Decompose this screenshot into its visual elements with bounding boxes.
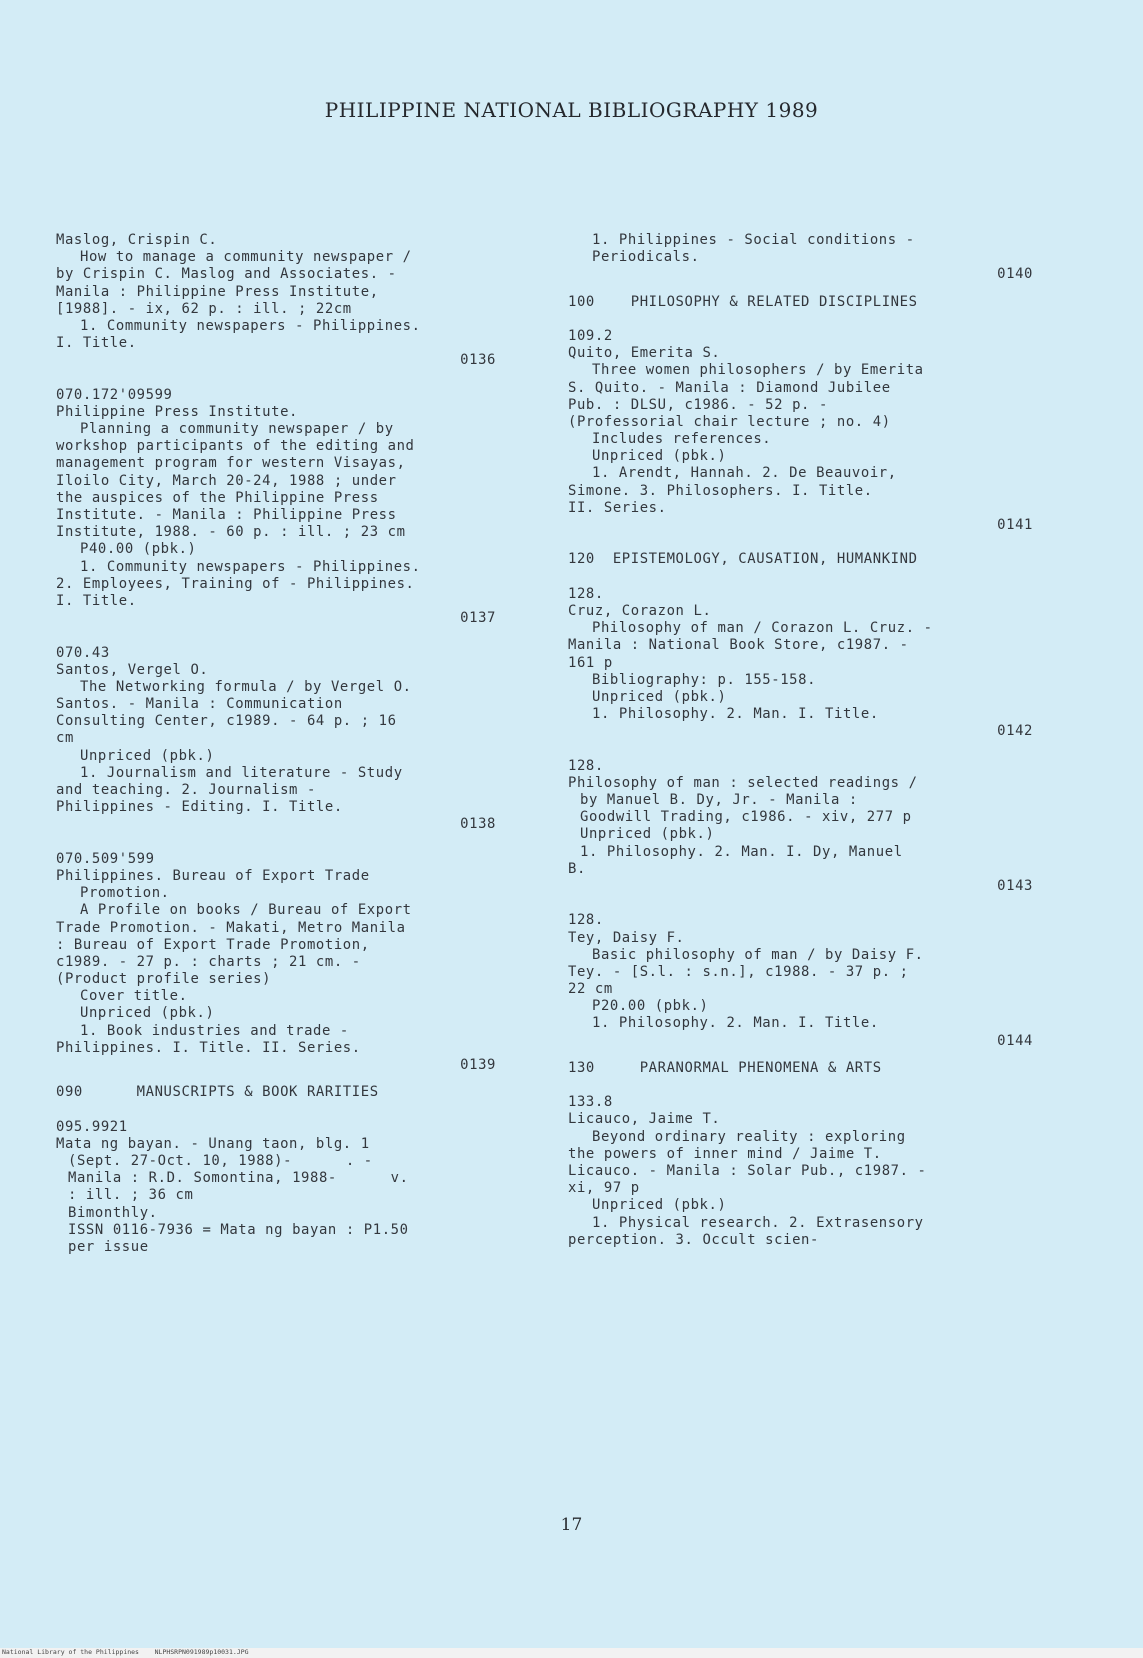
entry-line: Unpriced (pbk.): [592, 448, 727, 465]
entry-line: 1. Book industries and trade -: [80, 1022, 349, 1039]
entry-line: Simone. 3. Philosophers. I. Title.: [568, 482, 873, 499]
spacer: [56, 1101, 496, 1118]
entry-line: Santos. - Manila : Communication: [56, 696, 343, 713]
entry-line: Maslog, Crispin C.: [56, 232, 218, 248]
entry-line: Manila : Philippine Press Institute,: [56, 283, 379, 300]
entry-line: Promotion.: [80, 885, 170, 902]
entry-line: Unpriced (pbk.): [80, 747, 215, 764]
entry-line: and teaching. 2. Journalism -: [56, 782, 316, 798]
entry-line: Philosophy of man : selected readings /: [568, 774, 918, 791]
spacer: [56, 627, 496, 644]
entry-line: 128.: [568, 912, 604, 929]
right-column: [568, 232, 1033, 1249]
entry-number: 0138: [460, 816, 496, 833]
entry-line: Bibliography: p. 155-158.: [592, 671, 817, 688]
entry-line: 070.172'09599: [56, 386, 173, 403]
entry-line: Cover title.: [80, 988, 188, 1005]
entry-line: by Crispin C. Maslog and Associates. -: [56, 266, 397, 283]
entry-number: 0137: [460, 610, 496, 627]
entry-line: 095.9921: [56, 1118, 128, 1135]
page-title: PHILIPPINE NATIONAL BIBLIOGRAPHY 1989: [324, 98, 819, 122]
entry-line: Institute. - Manila : Philippine Press: [56, 507, 397, 523]
entry-line: 090 MANUSCRIPTS & BOOK RARITIES: [56, 1084, 379, 1101]
entry-line: Unpriced (pbk.): [580, 826, 715, 843]
entry-line: S. Quito. - Manila : Diamond Jubilee: [568, 379, 891, 396]
entry-line: Quito, Emerita S.: [568, 345, 721, 362]
entry-line: Tey, Daisy F.: [568, 929, 685, 946]
entry-line: 1. Philosophy. 2. Man. I. Dy, Manuel: [580, 843, 903, 860]
entry-line: the powers of inner mind / Jaime T.: [568, 1145, 882, 1162]
entry-line: How to manage a community newspaper /: [80, 249, 412, 266]
entry-line: 1. Community newspapers - Philippines.: [80, 558, 421, 575]
entry-line: 128.: [568, 757, 604, 774]
entry-line: Beyond ordinary reality : exploring: [592, 1128, 906, 1145]
entry-line: 070.43: [56, 644, 110, 661]
entry-line: Planning a community newspaper / by: [80, 421, 394, 438]
spacer: [56, 370, 496, 387]
entry-line: Institute, 1988. - 60 p. : ill. ; 23 cm: [56, 524, 406, 541]
page-number: 17: [560, 1515, 583, 1535]
entry-line: Unpriced (pbk.): [80, 1005, 215, 1022]
entry-line: I. Title.: [56, 335, 137, 352]
entry-line: 1. Community newspapers - Philippines.: [80, 317, 421, 334]
entry-line: 100 PHILOSOPHY & RELATED DISCIPLINES: [568, 293, 918, 310]
entry-line: Tey. - [S.l. : s.n.], c1988. - 37 p. ;: [568, 963, 909, 980]
spacer: [56, 834, 496, 851]
entry-line: Licauco, Jaime T.: [568, 1111, 721, 1128]
entry-line: Pub. : DLSU, c1986. - 52 p. -: [568, 396, 828, 413]
entry-line: 161 p: [568, 654, 613, 671]
entry-line: Philippines. I. Title. II. Series.: [56, 1039, 361, 1056]
spacer: [568, 740, 1033, 757]
entry-line: Manila : National Book Store, c1987. -: [568, 637, 909, 654]
entry-line: 120 EPISTEMOLOGY, CAUSATION, HUMANKIND: [568, 551, 918, 568]
entry-line: the auspices of the Philippine Press: [56, 489, 379, 506]
entry-line: Periodicals.: [592, 249, 700, 266]
entry-line: Philippines - Editing. I. Title.: [56, 799, 343, 816]
entry-number: 0141: [997, 517, 1033, 533]
entry-line: Three women philosophers / by Emerita: [592, 362, 924, 379]
entry-line: Cruz, Corazon L.: [568, 602, 712, 619]
entry-number: 0144: [997, 1032, 1033, 1049]
spacer: [56, 1074, 496, 1084]
entry-line: per issue: [68, 1238, 149, 1255]
entry-line: management program for western Visayas,: [56, 455, 406, 472]
entry-line: 070.509'599: [56, 850, 155, 867]
entry-line: Unpriced (pbk.): [592, 1197, 727, 1214]
entry-line: ISSN 0116-7936 = Mata ng bayan : P1.50: [68, 1221, 409, 1238]
entry-line: : Bureau of Export Trade Promotion,: [56, 936, 370, 953]
entry-line: B.: [568, 860, 586, 877]
entry-line: Trade Promotion. - Makati, Metro Manila: [56, 919, 406, 936]
entry-line: Philosophy of man / Corazon L. Cruz. -: [592, 620, 933, 637]
spacer: [568, 1077, 1033, 1094]
entry-line: 1. Philosophy. 2. Man. I. Title.: [592, 1015, 879, 1032]
entry-line: xi, 97 p: [568, 1180, 640, 1197]
entry-line: 133.8: [568, 1094, 613, 1111]
entry-line: A Profile on books / Bureau of Export: [80, 902, 412, 919]
entry-line: Unpriced (pbk.): [592, 688, 727, 705]
entry-line: Philippine Press Institute.: [56, 403, 298, 420]
entry-line: (Professorial chair lecture ; no. 4): [568, 413, 891, 430]
entry-line: workshop participants of the editing and: [56, 438, 415, 455]
entry-line: 1. Journalism and literature - Study: [80, 764, 403, 781]
entry-line: Iloilo City, March 20-24, 1988 ; under: [56, 472, 397, 489]
entry-line: 1. Philosophy. 2. Man. I. Title.: [592, 706, 879, 723]
entry-line: 1. Physical research. 2. Extrasensory: [592, 1214, 924, 1231]
entry-line: (Product profile series): [56, 971, 272, 988]
entry-line: P40.00 (pbk.): [80, 541, 197, 558]
entry-line: Bimonthly.: [68, 1204, 158, 1221]
entry-line: I. Title.: [56, 592, 137, 609]
entry-line: P20.00 (pbk.): [592, 998, 709, 1015]
spacer: [568, 534, 1033, 551]
entry-line: Santos, Vergel O.: [56, 661, 209, 678]
spacer: [568, 569, 1033, 586]
entry-line: II. Series.: [568, 499, 667, 516]
entry-line: cm: [56, 730, 74, 747]
spacer: [568, 311, 1033, 328]
left-column: [56, 232, 496, 1256]
entry-line: Licauco. - Manila : Solar Pub., c1987. -: [568, 1162, 927, 1179]
entry-line: 128.: [568, 585, 604, 602]
spacer: [568, 284, 1033, 294]
entry-line: : ill. ; 36 cm: [68, 1187, 194, 1204]
entry-line: c1989. - 27 p. : charts ; 21 cm. -: [56, 953, 361, 970]
entry-line: 1. Philippines - Social conditions -: [592, 232, 915, 248]
entry-line: (Sept. 27-Oct. 10, 1988)- . -: [68, 1152, 373, 1169]
entry-line: [1988]. - ix, 62 p. : ill. ; 22cm: [56, 300, 352, 317]
entry-line: by Manuel B. Dy, Jr. - Manila :: [580, 792, 858, 808]
entry-line: Mata ng bayan. - Unang taon, blg. 1: [56, 1135, 370, 1152]
entry-line: perception. 3. Occult scien-: [568, 1231, 819, 1248]
entry-number: 0143: [997, 877, 1033, 894]
entry-line: 2. Employees, Training of - Philippines.: [56, 575, 415, 592]
entry-line: Basic philosophy of man / by Daisy F.: [592, 946, 924, 963]
entry-line: Consulting Center, c1989. - 64 p. ; 16: [56, 713, 397, 730]
entry-line: Philippines. Bureau of Export Trade: [56, 867, 370, 884]
entry-line: Includes references.: [592, 431, 772, 448]
entry-line: Manila : R.D. Somontina, 1988- v.: [68, 1170, 409, 1187]
entry-number: 0142: [997, 723, 1033, 740]
scan-label: National Library of the Philippines NLPHSRPN091989p10031.JPG: [2, 1648, 249, 1656]
entry-line: 1. Arendt, Hannah. 2. De Beauvoir,: [592, 465, 897, 482]
entry-line: 130 PARANORMAL PHENOMENA & ARTS: [568, 1059, 882, 1076]
entry-number: 0136: [460, 352, 496, 369]
entry-line: Goodwill Trading, c1986. - xiv, 277 p: [580, 809, 912, 826]
entry-line: 22 cm: [568, 981, 613, 998]
entry-line: 109.2: [568, 327, 613, 344]
spacer: [568, 1050, 1033, 1060]
entry-number: 0140: [997, 266, 1033, 283]
entry-line: The Networking formula / by Vergel O.: [80, 678, 412, 695]
spacer: [568, 895, 1033, 912]
entry-number: 0139: [460, 1057, 496, 1073]
